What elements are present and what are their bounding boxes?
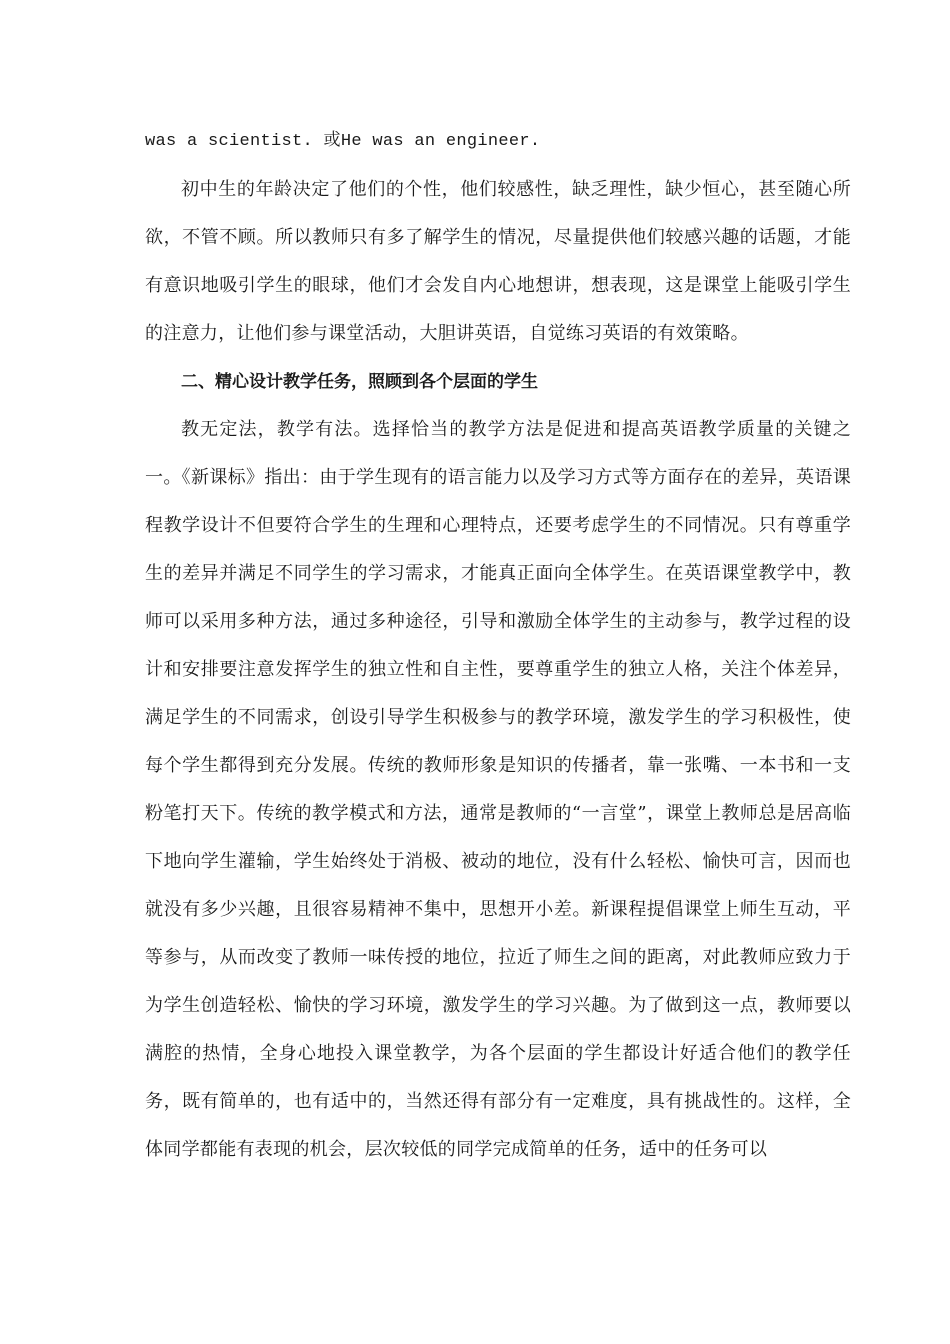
body-paragraph-1: 初中生的年龄决定了他们的个性，他们较感性，缺乏理性，缺少恒心，甚至随心所欲，不管不顾。所以教师只有多了解学生的情况，尽量提供他们较感兴趣的话题，才能有意识地吸引学生的眼球，他们才会发自内心地想讲，想表现，这是课堂上能吸引学生的注意力，让他们参与课堂活动，大胆讲英语，自觉练习英语的有效策略。 xyxy=(145,179,851,344)
section-heading: 二、精心设计教学任务，照顾到各个层面的学生 xyxy=(181,372,538,392)
document-page xyxy=(145,118,851,1174)
body-paragraph-2: 教无定法，教学有法。选择恰当的教学方法是促进和提高英语教学质量的关键之一。《新课标》指出：由于学生现有的语言能力以及学习方式等方面存在的差异，英语课程教学设计不但要符合学生的生理和心理特点，还要考虑学生的不同情况。只有尊重学生的差异并满足不同学生的学习需求，才能真正面向全体学生。在英语课堂教学中，教师可以采用多种方法，通过多种途径，引导和激励全体学生的主动参与，教学过程的设计和安排要注意发挥学生的独立性和自主性，要尊重学生的独立人格，关注个体差异，满足学生的不同需求，创设引导学生积极参与的教学环境，激发学生的学习积极性，使每个学生都得到充分发展。传统的教师形象是知识的传播者，靠一张嘴、一本书和一支粉笔打天下。传统的教学模式和方法，通常是教师的“一言堂”，课堂上教师总是居高临下地向学生灌输，学生始终处于消极、被动的地位，没有什么轻松、愉快可言，因而也就没有多少兴趣，且很容易精神不集中，思想开小差。新课程提倡课堂上师生互动，平等参与，从而改变了教师一味传授的地位，拉近了师生之间的距离，对此教师应致力于为学生创造轻松、愉快的学习环境，激发学生的学习兴趣。为了做到这一点，教师要以满腔的热情，全身心地投入课堂教学，为各个层面的学生都设计好适合他们的教学任务，既有简单的，也有适中的，当然还得有部分有一定难度，具有挑战性的。这样，全体同学都能有表现的机会，层次较低的同学完成简单的任务，适中的任务可以 xyxy=(145,419,851,1160)
continued-paragraph: was a scientist. 或He was an engineer. xyxy=(145,132,541,151)
